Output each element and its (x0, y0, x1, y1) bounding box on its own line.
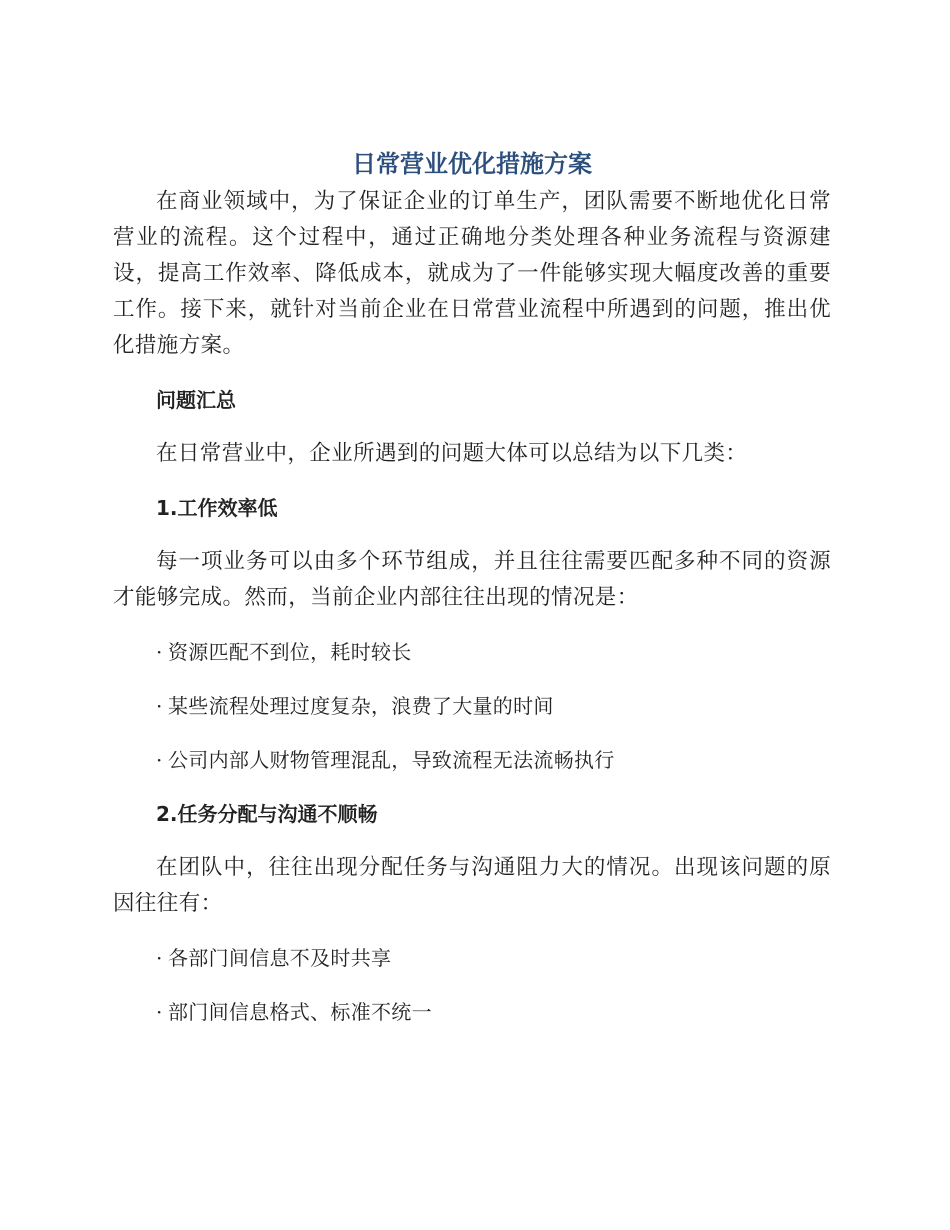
bullet-icon: · (156, 946, 163, 970)
bullet-icon: · (156, 640, 163, 664)
problem-text-1: 每一项业务可以由多个环节组成，并且往往需要匹配多种不同的资源才能够完成。然而，当前企业内部往往出现的情况是： (113, 549, 831, 610)
bullet-item (113, 994, 831, 1030)
bullet-item (113, 688, 831, 724)
bullet-item (113, 634, 831, 670)
problem-heading-2: 2.任务分配与沟通不顺畅 (156, 802, 378, 826)
bullet-text: 某些流程处理过度复杂，浪费了大量的时间 (168, 694, 554, 718)
problem-text-2: 在团队中，往往出现分配任务与沟通阻力大的情况。出现该问题的原因往往有： (113, 855, 831, 916)
bullet-item (113, 940, 831, 976)
document-body (113, 146, 831, 1030)
bullet-icon: · (156, 1000, 163, 1024)
section-intro-paragraph: 在日常营业中，企业所遇到的问题大体可以总结为以下几类： (156, 441, 748, 466)
document-title: 日常营业优化措施方案 (352, 150, 592, 178)
bullet-text: 资源匹配不到位，耗时较长 (168, 640, 412, 664)
bullet-item (113, 742, 831, 778)
bullet-text: 公司内部人财物管理混乱，导致流程无法流畅执行 (168, 748, 615, 772)
bullet-text: 部门间信息格式、标准不统一 (168, 1000, 432, 1024)
problem-heading-1: 1.工作效率低 (156, 496, 278, 520)
section-heading: 问题汇总 (156, 388, 236, 412)
bullet-icon: · (156, 748, 163, 772)
intro-paragraph: 在商业领域中，为了保证企业的订单生产，团队需要不断地优化日常营业的流程。这个过程中，通过正确地分类处理各种业务流程与资源建设，提高工作效率、降低成本，就成为了一件能够实现大幅度改善的重要工作。接下来，就针对当前企业在日常营业流程中所遇到的问题，推出优化措施方案。 (113, 189, 831, 358)
bullet-icon: · (156, 694, 163, 718)
bullet-text: 各部门间信息不及时共享 (168, 946, 392, 970)
